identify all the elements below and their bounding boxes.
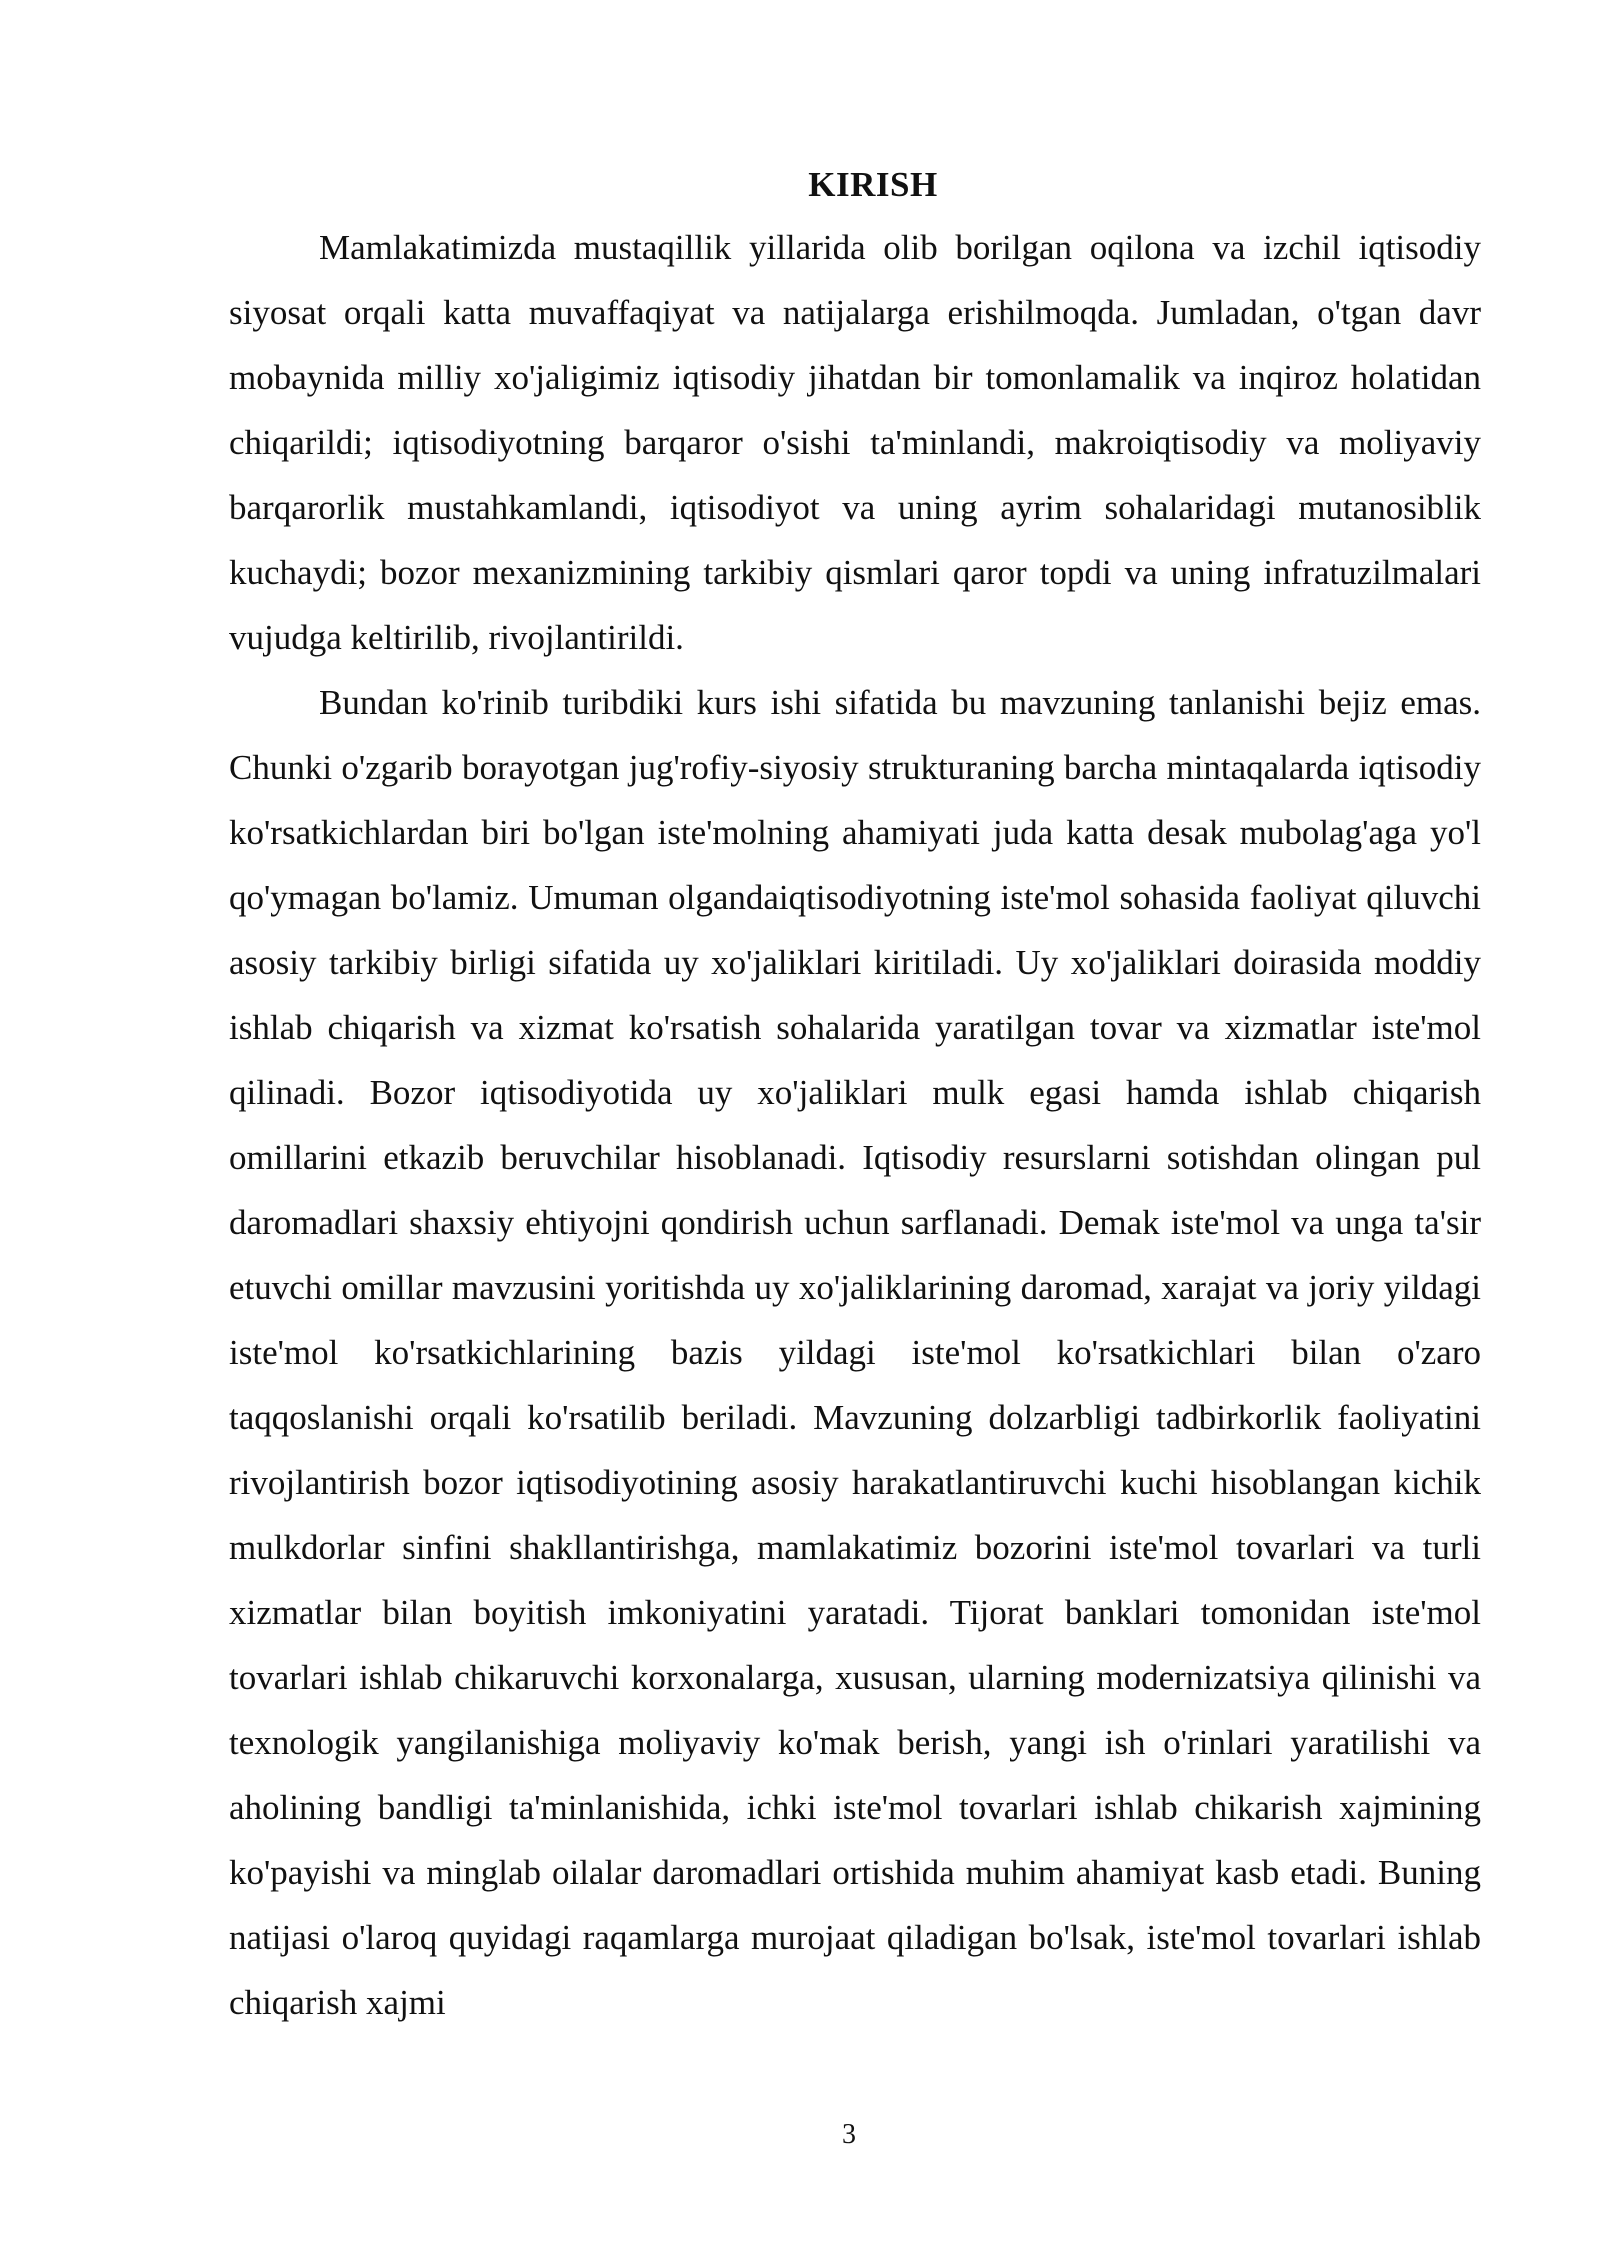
page-body: [229, 155, 1481, 2035]
section-title: KIRISH: [808, 165, 938, 204]
paragraph-1: Mamlakatimizda mustaqillik yillarida olib borilgan oqilona va izchil iqtisodiy siyosat orqali katta muvaffaqiyat va natijalarga erishilmoqda. Jumladan, o'tgan davr mobaynida milliy xo'jaligimiz iqtisodiy jihatdan bir tomonlamalik va inqiroz holatidan chiqarildi; iqtisodiyotning barqaror o'sishi ta'minlandi, makroiqtisodiy va moliyaviy barqarorlik mustahkamlandi, iqtisodiyot va uning ayrim sohalaridagi mutanosiblik kuchaydi; bozor mexanizmining tarkibiy qismlari qaror topdi va uning infratuzilmalari vujudga keltirilib, rivojlantirildi.: [229, 228, 1481, 657]
page-number: 3: [842, 2119, 856, 2150]
paragraph-2: Bundan ko'rinib turibdiki kurs ishi sifatida bu mavzuning tanlanishi bejiz emas. Chunki o'zgarib borayotgan jug'rofiy-siyosiy strukturaning barcha mintaqalarda iqtisodiy ko'rsatkichlardan biri bo'lgan iste'molning ahamiyati juda katta desak mubolag'aga yo'l qo'ymagan bo'lamiz. Umuman olgandaiqtisodiyotning iste'mol sohasida faoliyat qiluvchi asosiy tarkibiy birligi sifatida uy xo'jaliklari kiritiladi. Uy xo'jaliklari doirasida moddiy ishlab chiqarish va xizmat ko'rsatish sohalarida yaratilgan tovar va xizmatlar iste'mol qilinadi. Bozor iqtisodiyotida uy xo'jaliklari mulk egasi hamda ishlab chiqarish omillarini etkazib beruvchilar hisoblanadi. Iqtisodiy resurslarni sotishdan olingan pul daromadlari shaxsiy ehtiyojni qondirish uchun sarflanadi. Demak iste'mol va unga ta'sir etuvchi omillar mavzusini yoritishda uy xo'jaliklarining daromad, xarajat va joriy yildagi iste'mol ko'rsatkichlarining bazis yildagi iste'mol ko'rsatkichlari bilan o'zaro taqqoslanishi orqali ko'rsatilib beriladi. Mavzuning dolzarbligi tadbirkorlik faoliyatini rivojlantirish bozor iqtisodiyotining asosiy harakatlantiruvchi kuchi hisoblangan kichik mulkdorlar sinfini shakllantirishga, mamlakatimiz bozorini iste'mol tovarlari va turli xizmatlar bilan boyitish imkoniyatini yaratadi. Tijorat banklari tomonidan iste'mol tovarlari ishlab chikaruvchi korxonalarga, xususan, ularning modernizatsiya qilinishi va texnologik yangilanishiga moliyaviy ko'mak berish, yangi ish o'rinlari yaratilishi va aholining bandligi ta'minlanishida, ichki iste'mol tovarlari ishlab chikarish xajmining ko'payishi va minglab oilalar daromadlari ortishida muhim ahamiyat kasb etadi. Buning natijasi o'laroq quyidagi raqamlarga murojaat qiladigan bo'lsak, iste'mol tovarlari ishlab chiqarish xajmi: [229, 683, 1481, 2022]
